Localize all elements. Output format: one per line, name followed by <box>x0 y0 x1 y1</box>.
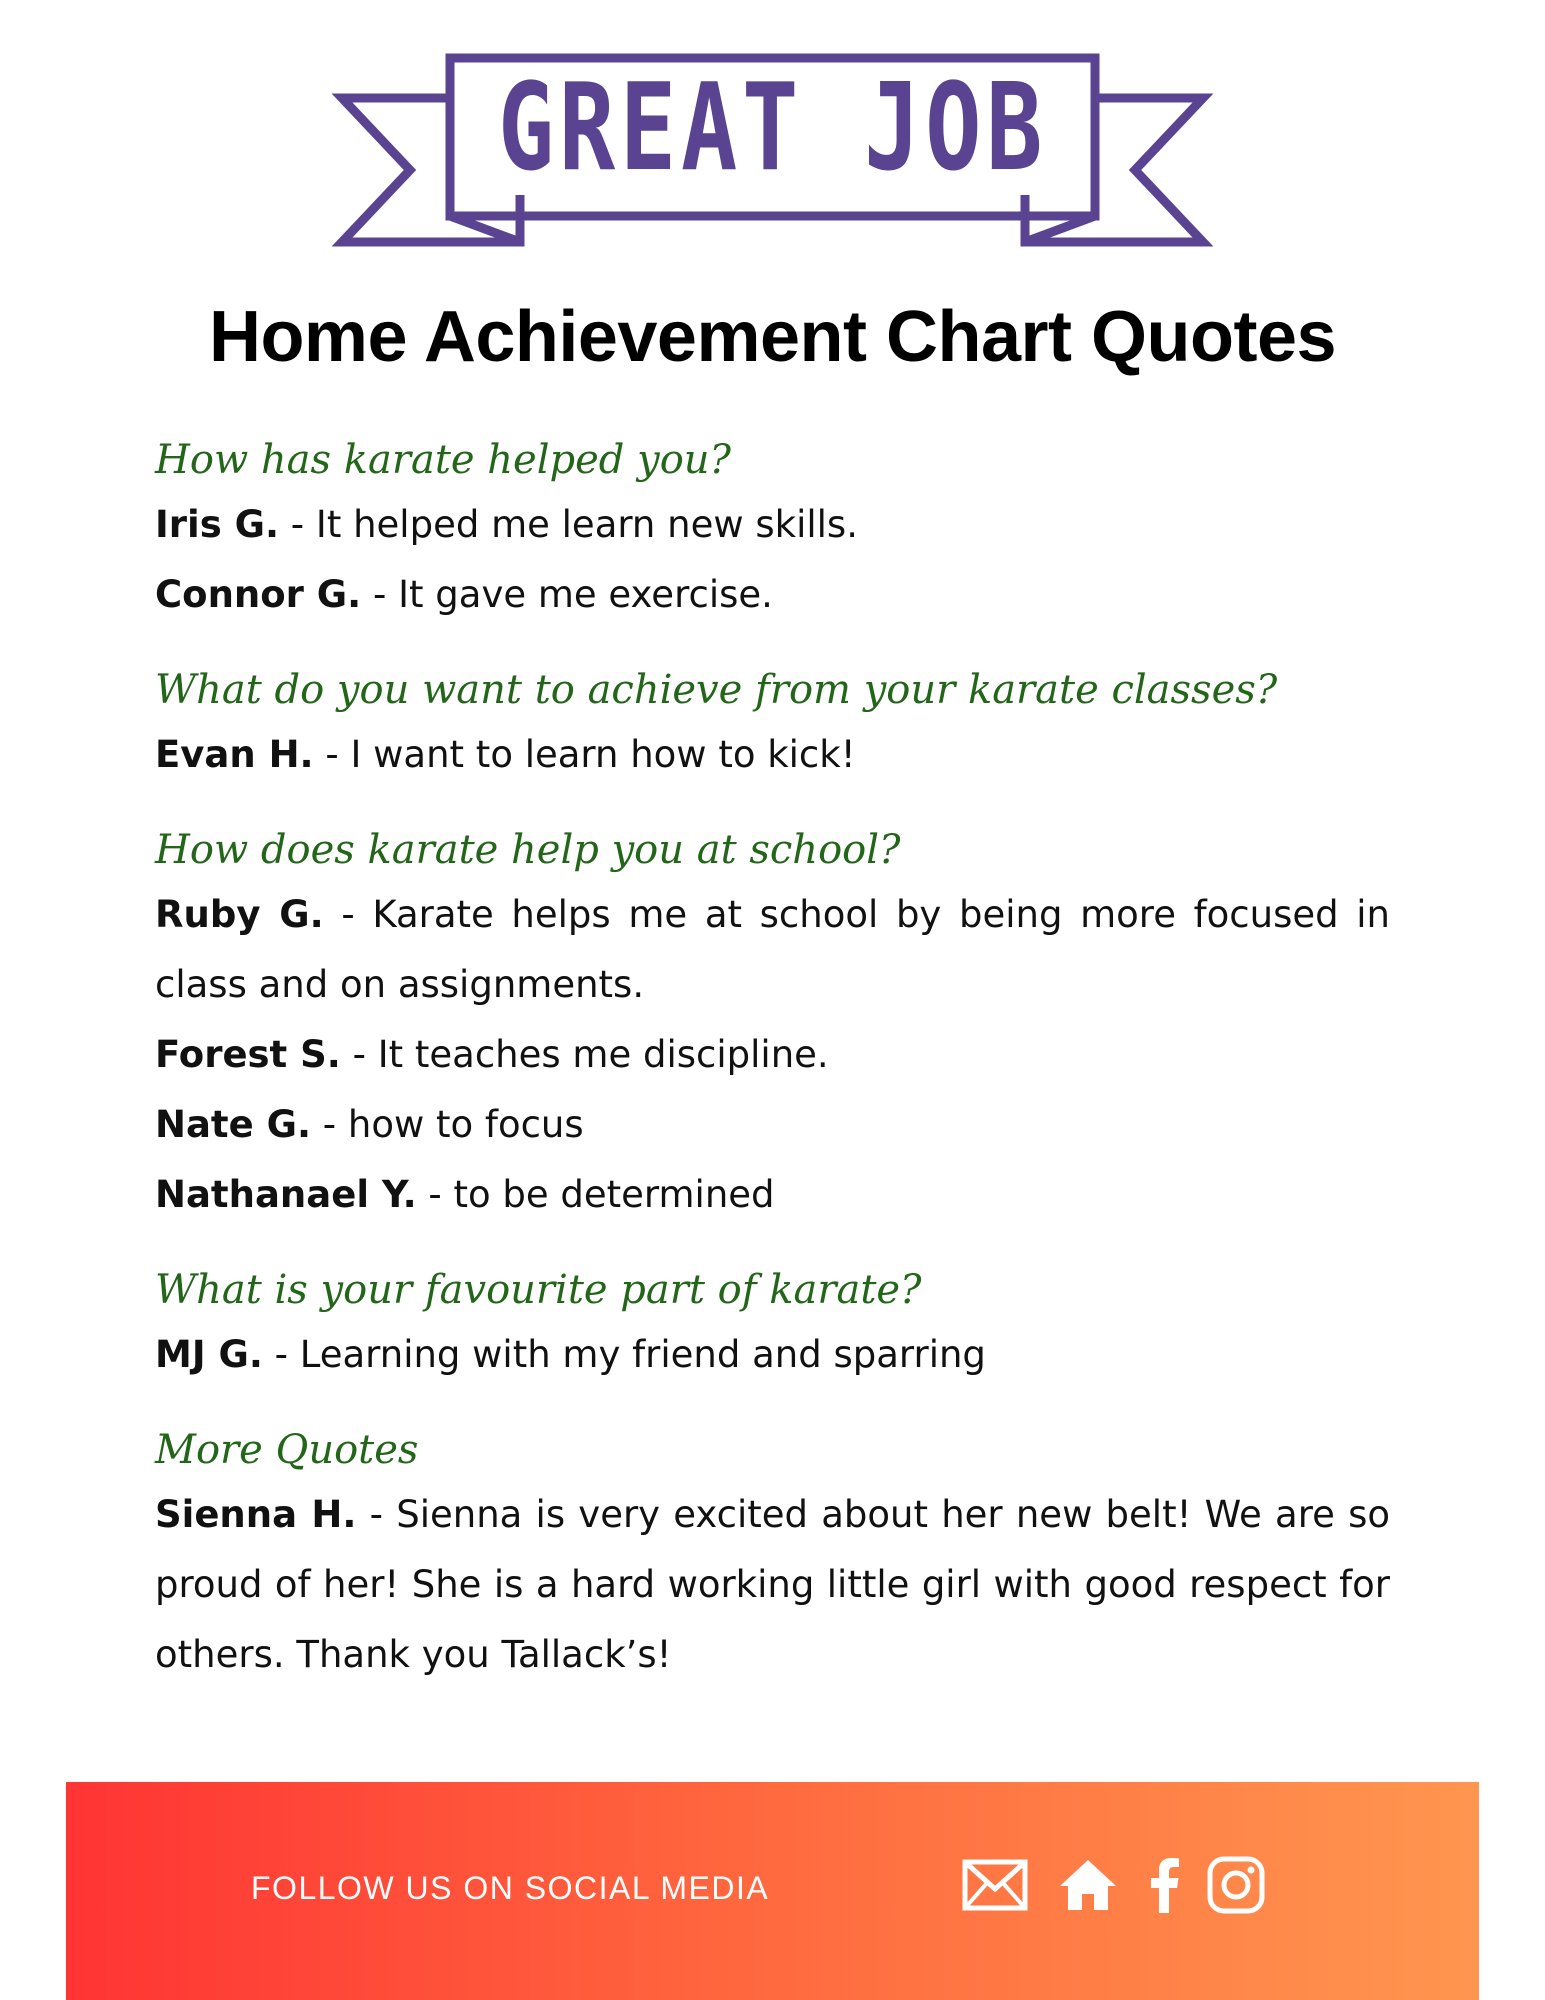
mail-icon[interactable] <box>962 1854 1028 1916</box>
quote-item <box>155 880 1390 1020</box>
follow-us-text: FOLLOW US ON SOCIAL MEDIA <box>251 1870 770 1906</box>
home-icon[interactable] <box>1058 1854 1118 1916</box>
banner-text: GREAT JOB <box>497 58 1048 198</box>
quote-author: Ruby G. <box>155 893 324 936</box>
quote-text: - It gave me exercise. <box>361 573 773 616</box>
quote-author: Connor G. <box>155 573 362 616</box>
question-heading: What is your favourite part of karate? <box>155 1267 922 1313</box>
quote-author: Iris G. <box>155 503 280 546</box>
quotes-content <box>155 430 1390 1720</box>
quote-item <box>155 1480 1390 1690</box>
quote-text: - Learning with my friend and sparring <box>262 1333 986 1376</box>
quote-item <box>155 1160 1390 1230</box>
question-heading: How does karate help you at school? <box>155 827 901 873</box>
question-heading: What do you want to achieve from your karate classes? <box>155 667 1278 713</box>
footer <box>66 1782 1479 2000</box>
section-favourite <box>155 1260 1390 1390</box>
section-school <box>155 820 1390 1230</box>
quote-author: Nathanael Y. <box>155 1173 417 1216</box>
question-heading: More Quotes <box>155 1427 419 1473</box>
quote-item <box>155 560 1390 630</box>
quote-item <box>155 1020 1390 1090</box>
quote-text: - Sienna is very excited about her new belt! We are so proud of her! She is a hard working little girl with good respect for others. Thank you Tallack’s! <box>155 1493 1390 1676</box>
quote-author: Nate G. <box>155 1103 312 1146</box>
quote-text: - how to focus <box>311 1103 584 1146</box>
quote-author: Forest S. <box>155 1033 341 1076</box>
facebook-icon[interactable] <box>1150 1854 1180 1916</box>
instagram-icon[interactable] <box>1206 1854 1266 1916</box>
quote-item <box>155 1090 1390 1160</box>
quote-text: - It helped me learn new skills. <box>279 503 858 546</box>
quote-item <box>155 1320 1390 1390</box>
quote-item <box>155 720 1390 790</box>
page-title: Home Achievement Chart Quotes <box>208 297 1337 377</box>
quote-text: - I want to learn how to kick! <box>313 733 856 776</box>
section-more-quotes <box>155 1420 1390 1690</box>
quote-author: Sienna H. <box>155 1493 357 1536</box>
section-karate-helped <box>155 430 1390 630</box>
quote-author: Evan H. <box>155 733 314 776</box>
quote-text: - Karate helps me at school by being more focused in class and on assignments. <box>155 893 1390 1006</box>
quote-text: - to be determined <box>416 1173 775 1216</box>
quote-text: - It teaches me discipline. <box>340 1033 829 1076</box>
quote-item <box>155 490 1390 560</box>
quote-author: MJ G. <box>155 1333 263 1376</box>
question-heading: How has karate helped you? <box>155 437 731 483</box>
section-achieve <box>155 660 1390 790</box>
